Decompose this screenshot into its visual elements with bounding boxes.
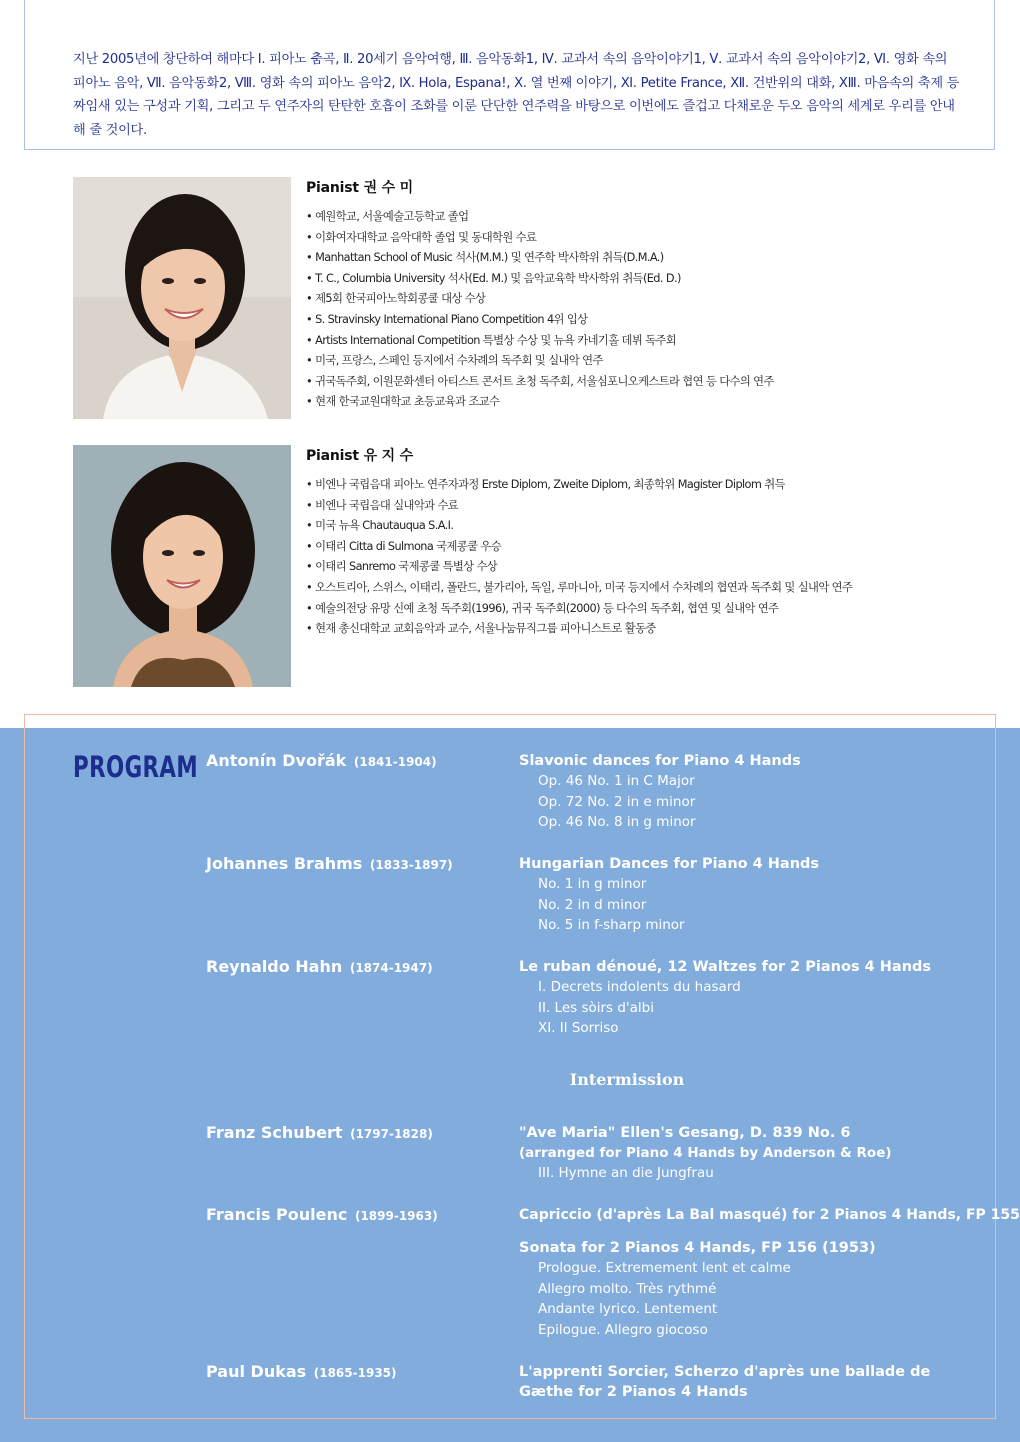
bio-item: • 이태리 Sanremo 국제콩쿨 특별상 수상 bbox=[306, 557, 986, 578]
work-title: Capriccio (d'après La Bal masqué) for 2 Pianos 4 Hands, FP 155 bbox=[519, 1207, 1020, 1223]
composer-years: (1797-1828) bbox=[350, 1127, 433, 1141]
composer-years: (1833-1897) bbox=[369, 858, 453, 872]
bio-item: • Artists International Competition 특별상 수상 및 뉴욕 카네기홀 데뷔 독주회 bbox=[306, 331, 986, 352]
bio-item: • 비엔나 국립음대 실내악과 수료 bbox=[306, 496, 986, 517]
bio-item: • Manhattan School of Music 석사(M.M.) 및 연주학 박사학위 취득(D.M.A.) bbox=[306, 248, 986, 269]
intro-paragraph: 지난 2005년에 창단하여 해마다 Ⅰ. 피아노 춤곡, Ⅱ. 20세기 음악여행, Ⅲ. 음악동화1, Ⅳ. 교과서 속의 음악이야기1, Ⅴ. 교과서 속의 음악이야기2, Ⅵ. 영화 속의 피아노 음악, Ⅶ. 음악동화2, Ⅷ. 영화 속의 피아노 음악2, Ⅸ. Hola, Espana!, Ⅹ. 열 번째 이야기, Ⅺ. Petite France, Ⅻ. 건반위의 대화, ⅩⅢ. 마음속의 축제 등 짜임새 있는 구성과 기획, 그리고 두 연주자의 탄탄한 호흡이 조화를 이룬 단단한 연주력을 바탕으로 이번에도 즐겁고 다채로운 두오 음악의 세계로 우리를 안내해 줄 것이다. bbox=[73, 52, 960, 138]
movement: Andante lyrico. Lentement bbox=[538, 1301, 718, 1317]
bio-item: • 오스트리아, 스위스, 이태리, 폴란드, 불가리아, 독일, 루마니아, 미국 등지에서 수차례의 협연과 독주회 및 실내악 연주 bbox=[306, 578, 986, 599]
composer-schubert bbox=[206, 1123, 433, 1142]
bio-list bbox=[306, 475, 986, 640]
movement: Epilogue. Allegro giocoso bbox=[538, 1321, 708, 1338]
composer-dvorak bbox=[206, 751, 437, 770]
bio-item: • T. C., Columbia University 석사(Ed. M.) 및 음악교육학 박사학위 취득(Ed. D.) bbox=[306, 269, 986, 290]
composer-brahms bbox=[206, 854, 453, 873]
bio-item: • S. Stravinsky International Piano Competition 4위 입상 bbox=[306, 310, 986, 331]
composer-name: Paul Dukas bbox=[206, 1362, 307, 1381]
work-poulenc-capriccio bbox=[519, 1205, 1020, 1225]
work-schubert-ave-maria bbox=[519, 1123, 892, 1184]
movement: No. 5 in f-sharp minor bbox=[538, 917, 685, 933]
pianist-name: Pianist 권 수 미 bbox=[306, 180, 413, 196]
pianist-bio-kwon bbox=[306, 177, 986, 413]
composer-years: (1899-1963) bbox=[354, 1209, 438, 1223]
movement: Allegro molto. Très rythmé bbox=[538, 1280, 717, 1297]
pianist-photo-kwon bbox=[73, 177, 291, 419]
work-title: Le ruban dénoué, 12 Waltzes for 2 Pianos 4 Hands bbox=[519, 959, 932, 975]
bio-item: • 이화여자대학교 음악대학 졸업 및 동대학원 수료 bbox=[306, 228, 986, 249]
work-title: "Ave Maria" Ellen's Gesang, D. 839 No. 6 bbox=[519, 1125, 851, 1141]
bio-item: • 예원학교, 서울예술고등학교 졸업 bbox=[306, 207, 986, 228]
pianist-bio-yoo bbox=[306, 445, 986, 640]
movement: No. 1 in g minor bbox=[538, 876, 647, 892]
movement: II. Les sòirs d'albi bbox=[538, 999, 655, 1016]
bio-item: • 현재 한국교원대학교 초등교육과 조교수 bbox=[306, 392, 986, 413]
bio-item: • 제5회 한국피아노학회콩쿨 대상 수상 bbox=[306, 289, 986, 310]
bio-item: • 귀국독주회, 이원문화센터 아티스트 콘서트 초청 독주회, 서울심포니오케스트라 협연 등 다수의 연주 bbox=[306, 372, 986, 393]
bio-item: • 미국, 프랑스, 스페인 등지에서 수차례의 독주회 및 실내악 연주 bbox=[306, 351, 986, 372]
movement: Prologue. Extremement lent et calme bbox=[538, 1260, 791, 1276]
bio-list bbox=[306, 207, 986, 413]
work-title-arrangement: (arranged for Piano 4 Hands by Anderson & Roe) bbox=[519, 1145, 892, 1161]
composer-years: (1874-1947) bbox=[349, 961, 433, 975]
composer-years: (1841-1904) bbox=[353, 755, 437, 769]
composer-poulenc bbox=[206, 1205, 438, 1224]
composer-dukas bbox=[206, 1362, 397, 1381]
movement: No. 2 in d minor bbox=[538, 896, 647, 913]
composer-years: (1865-1935) bbox=[313, 1366, 397, 1380]
pianist-photo-yoo bbox=[73, 445, 291, 687]
work-dvorak-slavonic bbox=[519, 751, 801, 833]
composer-name: Francis Poulenc bbox=[206, 1205, 348, 1224]
work-title: Hungarian Dances for Piano 4 Hands bbox=[519, 856, 820, 872]
work-title: L'apprenti Sorcier, Scherzo d'après une ballade de bbox=[519, 1364, 931, 1380]
work-dukas-apprenti bbox=[519, 1362, 930, 1402]
movement: I. Decrets indolents du hasard bbox=[538, 979, 741, 995]
intermission-label: Intermission bbox=[569, 1070, 685, 1089]
movement: Op. 72 No. 2 in e minor bbox=[538, 793, 696, 810]
work-hahn-ruban bbox=[519, 957, 931, 1039]
work-title-cont: Gæthe for 2 Pianos 4 Hands bbox=[519, 1384, 748, 1400]
composer-name: Franz Schubert bbox=[206, 1123, 343, 1142]
work-brahms-hungarian bbox=[519, 854, 819, 936]
composer-name: Reynaldo Hahn bbox=[206, 957, 343, 976]
movement: Op. 46 No. 1 in C Major bbox=[538, 773, 695, 789]
composer-name: Johannes Brahms bbox=[206, 854, 363, 873]
movement: XI. Il Sorriso bbox=[538, 1020, 619, 1036]
work-title: Slavonic dances for Piano 4 Hands bbox=[519, 753, 801, 769]
bio-item: • 예술의전당 유망 신예 초청 독주회(1996), 귀국 독주회(2000) 등 다수의 독주회, 협연 및 실내악 연주 bbox=[306, 599, 986, 620]
movement: III. Hymne an die Jungfrau bbox=[538, 1165, 714, 1181]
work-title: Sonata for 2 Pianos 4 Hands, FP 156 (1953) bbox=[519, 1240, 876, 1256]
bio-item: • 이태리 Citta di Sulmona 국제콩쿨 우승 bbox=[306, 537, 986, 558]
bio-item: • 비엔나 국립음대 피아노 연주자과정 Erste Diplom, Zweite Diplom, 최종학위 Magister Diplom 취득 bbox=[306, 475, 986, 496]
bio-item: • 미국 뉴욕 Chautauqua S.A.I. bbox=[306, 516, 986, 537]
movement: Op. 46 No. 8 in g minor bbox=[538, 814, 696, 830]
work-poulenc-sonata bbox=[519, 1238, 876, 1340]
composer-hahn bbox=[206, 957, 433, 976]
program-heading: PROGRAM bbox=[73, 750, 199, 784]
composer-name: Antonín Dvořák bbox=[206, 751, 347, 770]
bio-item: • 현재 총신대학교 교회음악과 교수, 서울나눔뮤직그룹 피아니스트로 활동중 bbox=[306, 619, 986, 640]
pianist-name: Pianist 유 지 수 bbox=[306, 448, 413, 464]
